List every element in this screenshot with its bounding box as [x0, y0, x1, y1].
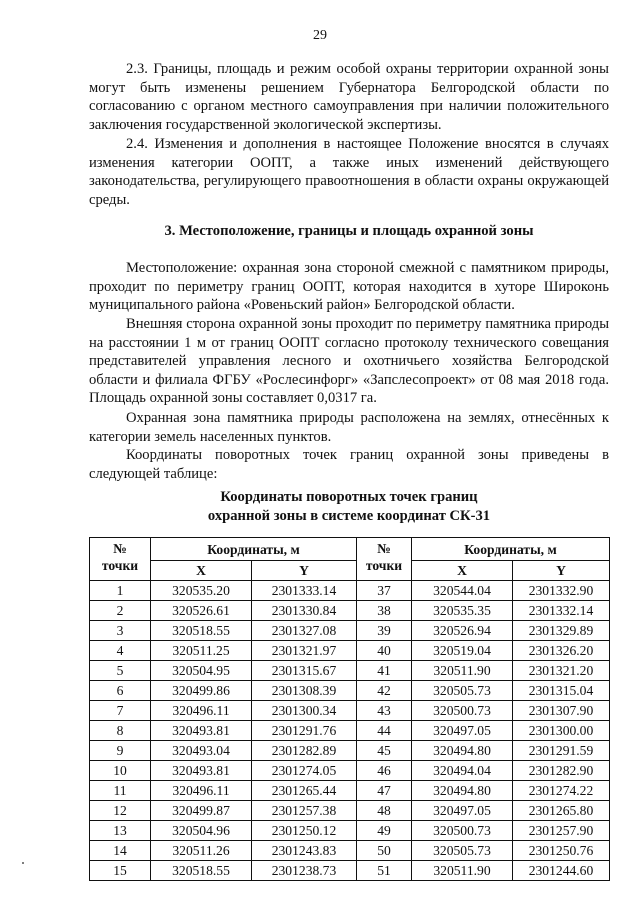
table-row — [90, 661, 610, 681]
coordinates-table — [89, 537, 610, 881]
cell-point-number-right: 41 — [357, 661, 412, 681]
header-num-sign: № — [113, 541, 127, 556]
page-number: 29 — [313, 28, 327, 43]
table-row — [90, 801, 610, 821]
cell-y-right: 2301329.89 — [513, 621, 610, 641]
cell-x-right: 320505.73 — [412, 681, 513, 701]
header-x-right: X — [412, 561, 513, 581]
cell-x-left: 320499.86 — [151, 681, 252, 701]
cell-x-right: 320526.94 — [412, 621, 513, 641]
cell-point-number-right: 39 — [357, 621, 412, 641]
cell-y-left: 2301282.89 — [252, 741, 357, 761]
cell-point-number-left: 14 — [90, 841, 151, 861]
cell-point-number-right: 46 — [357, 761, 412, 781]
cell-y-right: 2301282.90 — [513, 761, 610, 781]
table-title — [89, 488, 609, 526]
cell-y-left: 2301315.67 — [252, 661, 357, 681]
cell-y-right: 2301257.90 — [513, 821, 610, 841]
table-row — [90, 861, 610, 881]
paragraph-2-3: 2.3. Границы, площадь и режим особой охраны территории охранной зоны могут быть изменены решением Губернатора Белгородской области по согласованию с органом местного самоуправления при наличии положительного заключения государственной экологической экспертизы. — [89, 61, 609, 133]
cell-point-number-left: 1 — [90, 581, 151, 601]
cell-y-left: 2301327.08 — [252, 621, 357, 641]
cell-x-left: 320496.11 — [151, 781, 252, 801]
paragraph-location: Местоположение: охранная зона стороной смежной с памятником природы, проходит по периметру границ ООПТ, которая находится в хуторе Широконь муниципального района «Ровеньский район» Белгородской области. — [89, 260, 609, 313]
cell-y-right: 2301315.04 — [513, 681, 610, 701]
cell-x-right: 320519.04 — [412, 641, 513, 661]
cell-x-right: 320505.73 — [412, 841, 513, 861]
cell-x-left: 320518.55 — [151, 861, 252, 881]
cell-y-left: 2301333.14 — [252, 581, 357, 601]
cell-x-left: 320496.11 — [151, 701, 252, 721]
cell-y-right: 2301307.90 — [513, 701, 610, 721]
cell-y-left: 2301274.05 — [252, 761, 357, 781]
cell-point-number-right: 38 — [357, 601, 412, 621]
cell-point-number-left: 15 — [90, 861, 151, 881]
header-points-label: точки — [101, 558, 139, 573]
cell-y-right: 2301265.80 — [513, 801, 610, 821]
cell-y-left: 2301308.39 — [252, 681, 357, 701]
cell-y-right: 2301332.90 — [513, 581, 610, 601]
cell-point-number-right: 44 — [357, 721, 412, 741]
paragraph-table-intro: Координаты поворотных точек границ охранной зоны приведены в следующей таблице: — [89, 447, 609, 482]
cell-point-number-right: 49 — [357, 821, 412, 841]
cell-y-left: 2301243.83 — [252, 841, 357, 861]
cell-x-right: 320544.04 — [412, 581, 513, 601]
header-points-label: точки — [365, 558, 403, 573]
table-row — [90, 721, 610, 741]
cell-x-left: 320493.81 — [151, 721, 252, 741]
cell-x-right: 320511.90 — [412, 661, 513, 681]
cell-y-right: 2301332.14 — [513, 601, 610, 621]
cell-point-number-right: 40 — [357, 641, 412, 661]
cell-point-number-left: 12 — [90, 801, 151, 821]
cell-x-right: 320497.05 — [412, 721, 513, 741]
header-y-left: Y — [252, 561, 357, 581]
header-point-number-right — [357, 538, 412, 581]
cell-x-left: 320499.87 — [151, 801, 252, 821]
cell-x-right: 320511.90 — [412, 861, 513, 881]
cell-x-left: 320504.96 — [151, 821, 252, 841]
cell-y-right: 2301250.76 — [513, 841, 610, 861]
cell-y-right: 2301326.20 — [513, 641, 610, 661]
cell-x-left: 320504.95 — [151, 661, 252, 681]
cell-point-number-right: 37 — [357, 581, 412, 601]
cell-x-right: 320494.80 — [412, 741, 513, 761]
cell-x-left: 320493.81 — [151, 761, 252, 781]
cell-y-left: 2301238.73 — [252, 861, 357, 881]
cell-point-number-left: 8 — [90, 721, 151, 741]
table-row — [90, 841, 610, 861]
table-row — [90, 601, 610, 621]
header-y-right: Y — [513, 561, 610, 581]
cell-x-right: 320494.04 — [412, 761, 513, 781]
cell-point-number-left: 13 — [90, 821, 151, 841]
cell-y-right: 2301244.60 — [513, 861, 610, 881]
cell-point-number-right: 47 — [357, 781, 412, 801]
cell-x-right: 320500.73 — [412, 821, 513, 841]
cell-point-number-right: 42 — [357, 681, 412, 701]
cell-y-left: 2301265.44 — [252, 781, 357, 801]
header-num-sign: № — [377, 541, 391, 556]
cell-x-left: 320511.26 — [151, 841, 252, 861]
cell-y-left: 2301321.97 — [252, 641, 357, 661]
table-row — [90, 641, 610, 661]
cell-point-number-right: 51 — [357, 861, 412, 881]
paragraph-2-4: 2.4. Изменения и дополнения в настоящее Положение вносятся в случаях изменения категории ООПТ, а также иных изменений действующего законодательства, регулирующего правоотношения в области охраны окружающей среды. — [89, 136, 609, 208]
cell-y-right: 2301321.20 — [513, 661, 610, 681]
paragraph-land-category: Охранная зона памятника природы расположена на землях, отнесённых к категории земель населенных пунктов. — [89, 410, 609, 445]
cell-point-number-left: 11 — [90, 781, 151, 801]
table-row — [90, 741, 610, 761]
cell-x-right: 320500.73 — [412, 701, 513, 721]
cell-point-number-right: 50 — [357, 841, 412, 861]
table-row — [90, 821, 610, 841]
cell-y-left: 2301300.34 — [252, 701, 357, 721]
cell-x-left: 320493.04 — [151, 741, 252, 761]
cell-x-left: 320518.55 — [151, 621, 252, 641]
cell-x-left: 320526.61 — [151, 601, 252, 621]
table-row — [90, 581, 610, 601]
table-row — [90, 781, 610, 801]
cell-y-right: 2301274.22 — [513, 781, 610, 801]
header-coordinates-right: Координаты, м — [412, 538, 610, 561]
cell-point-number-left: 2 — [90, 601, 151, 621]
cell-point-number-left: 5 — [90, 661, 151, 681]
scan-speck — [22, 862, 24, 864]
cell-point-number-left: 6 — [90, 681, 151, 701]
header-x-left: X — [151, 561, 252, 581]
header-coordinates-left: Координаты, м — [151, 538, 357, 561]
cell-point-number-left: 7 — [90, 701, 151, 721]
section-heading: 3. Местоположение, границы и площадь охранной зоны — [164, 223, 534, 239]
cell-x-left: 320535.20 — [151, 581, 252, 601]
header-point-number-left — [90, 538, 151, 581]
table-row — [90, 621, 610, 641]
table-row — [90, 681, 610, 701]
table-row — [90, 701, 610, 721]
cell-x-left: 320511.25 — [151, 641, 252, 661]
cell-y-left: 2301291.76 — [252, 721, 357, 741]
cell-x-right: 320494.80 — [412, 781, 513, 801]
cell-point-number-right: 43 — [357, 701, 412, 721]
cell-point-number-right: 45 — [357, 741, 412, 761]
cell-y-left: 2301250.12 — [252, 821, 357, 841]
cell-y-left: 2301257.38 — [252, 801, 357, 821]
cell-x-right: 320497.05 — [412, 801, 513, 821]
cell-x-right: 320535.35 — [412, 601, 513, 621]
table-row — [90, 761, 610, 781]
cell-y-left: 2301330.84 — [252, 601, 357, 621]
table-title-line-2: охранной зоны в системе координат СК-31 — [207, 508, 491, 524]
paragraph-outer-boundary: Внешняя сторона охранной зоны проходит по периметру памятника природы на расстоянии 1 м от границ ООПТ согласно протоколу технического совещания представителей управления лесного и охотничьего хозяйства Белгородской области и филиала ФГБУ «Рослесинфорг» «Запслесопроект» от 08 мая 2018 года. Площадь охранной зоны составляет 0,0317 га. — [89, 316, 609, 406]
cell-point-number-left: 4 — [90, 641, 151, 661]
cell-y-right: 2301300.00 — [513, 721, 610, 741]
table-title-line-1: Координаты поворотных точек границ — [220, 489, 478, 505]
cell-point-number-left: 10 — [90, 761, 151, 781]
cell-point-number-left: 3 — [90, 621, 151, 641]
cell-point-number-right: 48 — [357, 801, 412, 821]
cell-point-number-left: 9 — [90, 741, 151, 761]
cell-y-right: 2301291.59 — [513, 741, 610, 761]
